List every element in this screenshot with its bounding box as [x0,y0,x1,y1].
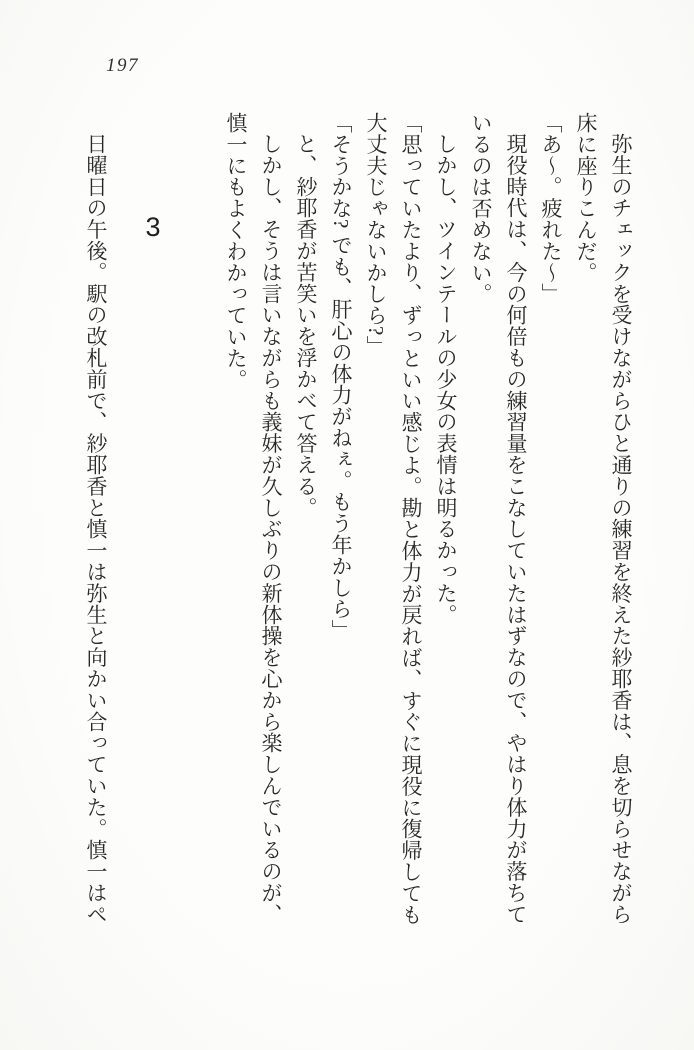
text-line: 「そうかな? でも、肝心の体力がねぇ。もう年かしら」 [329,112,353,641]
page-number: 197 [106,55,139,76]
text-line: しかし、ツインテールの少女の表情は明るかった。 [434,133,458,626]
text-line: 「思っていたより、ずっといい感じよ。勘と体力が戻れば、すぐに現役に復帰しても [399,112,423,926]
text-line: 床に座りこんだ。 [574,112,598,284]
text-line: 日曜日の午後。駅の改札前で、紗耶香と慎一は弥生と向かい合っていた。慎一はペ [84,133,108,925]
text-line: 慎一にもよくわかっていた。 [224,112,248,391]
section-heading: 3 [138,212,168,242]
text-line: 大丈夫じゃないかしら?」 [364,112,388,358]
text-line: 弥生のチェックを受けながらひと通りの練習を終えた紗耶香は、息を切らせながら [609,133,633,925]
text-line: 現役時代は、今の何倍もの練習量をこなしていたはずなので、やはり体力が落ちて [504,133,528,925]
body-text [78,112,638,957]
text-line: と、紗耶香が苦笑いを浮かべて答える。 [294,133,318,519]
text-line: いるのは否めない。 [469,112,493,305]
text-line: 「あ〜。疲れた〜」 [539,112,563,305]
text-line: しかし、そうは言いながらも義妹が久しぶりの新体操を心から楽しんでいるのが、 [259,133,283,925]
